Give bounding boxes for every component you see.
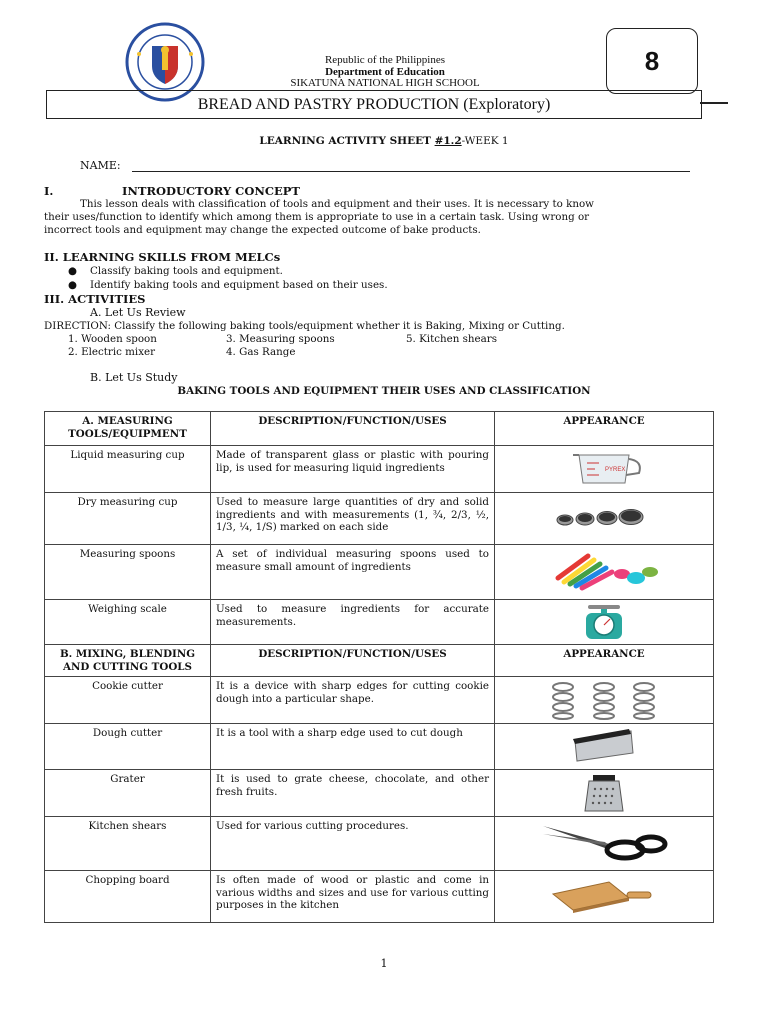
tool-name: Cookie cutter <box>45 677 211 724</box>
tool-name: Dough cutter <box>45 724 211 770</box>
appearance-cell <box>495 871 714 923</box>
review-item: 4. Gas Range <box>226 346 296 358</box>
table-row <box>45 724 714 770</box>
header-description: DESCRIPTION/FUNCTION/USES <box>211 645 495 677</box>
intro-line-2: their uses/function to identify which among them is appropriate to use in a certain task. Using wrong or <box>44 211 590 223</box>
review-item: 5. Kitchen shears <box>406 333 497 345</box>
cookie-cutter-icon <box>549 680 659 720</box>
header-department: Department of Education <box>325 66 445 78</box>
table-row <box>45 817 714 871</box>
table-row <box>45 545 714 600</box>
skill-item: ● Identify baking tools and equipment based on their uses. <box>68 279 388 291</box>
review-item: 3. Measuring spoons <box>226 333 335 345</box>
tool-description: It is a tool with a sharp edge used to cut dough <box>211 724 495 770</box>
header-measuring-tools: A. MEASURING TOOLS/EQUIPMENT <box>45 412 211 446</box>
dry-measuring-cup-icon <box>549 496 659 536</box>
grade-box: 8 <box>606 28 698 94</box>
activity-sheet-label: LEARNING ACTIVITY SHEET #1.2-WEEK 1 <box>259 135 509 147</box>
chopping-board-icon <box>549 874 659 914</box>
header-description: DESCRIPTION/FUNCTION/USES <box>211 412 495 446</box>
tool-description: Used to measure ingredients for accurate measurements. <box>211 600 495 645</box>
grater-icon <box>579 773 629 813</box>
header-republic: Republic of the Philippines <box>324 54 446 66</box>
tool-name: Dry measuring cup <box>45 493 211 545</box>
table-row <box>45 871 714 923</box>
table-row <box>45 600 714 645</box>
appearance-cell <box>495 817 714 871</box>
tool-name: Liquid measuring cup <box>45 446 211 493</box>
tool-description: Is often made of wood or plastic and come in various widths and sizes and use for various cutting purposes in the kitchen <box>211 871 495 923</box>
direction-text: DIRECTION: Classify the following baking tools/equipment whether it is Baking, Mixing or Cutting. <box>44 320 565 332</box>
liquid-measuring-cup-icon <box>559 449 649 487</box>
svg-text:PYREX: PYREX <box>605 467 626 473</box>
header-appearance: APPEARANCE <box>495 412 714 446</box>
section-3-title: III. ACTIVITIES <box>44 292 146 306</box>
name-label: NAME: <box>80 159 121 172</box>
tool-description: A set of individual measuring spoons used to measure small amount of ingredients <box>211 545 495 600</box>
kitchen-shears-icon <box>539 820 669 866</box>
intro-line-3: incorrect tools and equipment may change the expected outcome of bake products. <box>44 224 481 236</box>
appearance-cell <box>495 600 714 645</box>
tool-name: Chopping board <box>45 871 211 923</box>
let-us-study-heading: B. Let Us Study <box>90 371 178 384</box>
appearance-cell <box>495 493 714 545</box>
name-field-line[interactable] <box>132 171 690 172</box>
tool-description: It is a device with sharp edges for cutting cookie dough into a particular shape. <box>211 677 495 724</box>
let-us-review-heading: A. Let Us Review <box>90 306 186 319</box>
header-appearance: APPEARANCE <box>495 645 714 677</box>
appearance-cell <box>495 446 714 493</box>
skill-item: ● Classify baking tools and equipment. <box>68 265 283 277</box>
section-2-title: II. LEARNING SKILLS FROM MELCs <box>44 250 281 264</box>
table-title: BAKING TOOLS AND EQUIPMENT THEIR USES AND CLASSIFICATION <box>177 385 591 397</box>
title-rule <box>700 102 728 104</box>
appearance-cell <box>495 770 714 817</box>
document-title: BREAD AND PASTRY PRODUCTION (Exploratory) <box>46 90 702 119</box>
review-item: 1. Wooden spoon <box>68 333 157 345</box>
table-row <box>45 677 714 724</box>
tool-description: Used for various cutting procedures. <box>211 817 495 871</box>
header-mixing-tools: B. MIXING, BLENDING AND CUTTING TOOLS <box>45 645 211 677</box>
section-1-title: INTRODUCTORY CONCEPT <box>122 184 300 198</box>
page-number: 1 <box>380 957 388 970</box>
header-school: SIKATUNA NATIONAL HIGH SCHOOL <box>290 77 480 89</box>
weighing-scale-icon <box>574 603 634 641</box>
tool-description: It is used to grate cheese, chocolate, and other fresh fruits. <box>211 770 495 817</box>
section-1-number: I. <box>44 184 54 198</box>
tool-name: Grater <box>45 770 211 817</box>
intro-line-1: This lesson deals with classification of tools and equipment and their uses. It is necessary to know <box>80 198 594 210</box>
review-item: 2. Electric mixer <box>68 346 156 358</box>
tool-description: Used to measure large quantities of dry and solid ingredients and with measurements (1, ¾, 2/3, ½, 1/3, ¼, 1/S) marked on each side <box>211 493 495 545</box>
table-row <box>45 770 714 817</box>
table-row <box>45 446 714 493</box>
tool-name: Kitchen shears <box>45 817 211 871</box>
tool-description: Made of transparent glass or plastic with pouring lip, is used for measuring liquid ingredients <box>211 446 495 493</box>
appearance-cell <box>495 677 714 724</box>
dough-cutter-icon <box>569 727 639 763</box>
tool-name: Weighing scale <box>45 600 211 645</box>
tool-name: Measuring spoons <box>45 545 211 600</box>
appearance-cell <box>495 724 714 770</box>
tools-table <box>44 411 714 923</box>
table-row <box>45 493 714 545</box>
measuring-spoons-icon <box>548 548 660 592</box>
appearance-cell <box>495 545 714 600</box>
